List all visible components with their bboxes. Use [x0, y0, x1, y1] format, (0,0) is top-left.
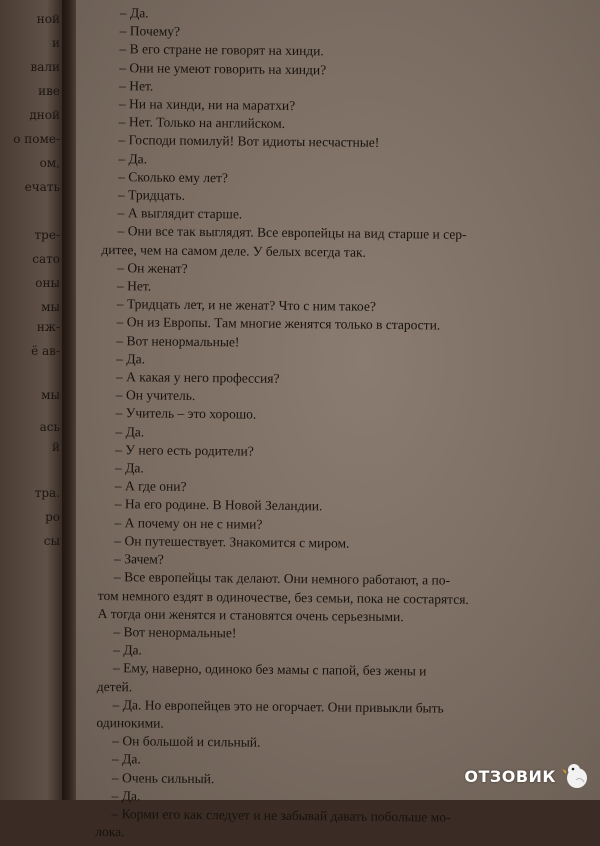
text-line: – Он путешествует. Знакомится с миром.: [114, 533, 350, 551]
text-line: – А какая у него профессия?: [116, 369, 280, 386]
text-line: – А где они?: [114, 478, 187, 495]
text-line: – Тридцать лет, и не женат? Что с ним такое?: [116, 296, 376, 315]
left-page-fragment: ечать: [24, 180, 60, 194]
text-line: – Они все так выглядят. Все европейцы на вид старше и сер-: [117, 223, 467, 243]
left-page-edge: [0, 0, 66, 800]
text-line: – Они не умеют говорить на хинди?: [119, 59, 327, 77]
left-page-fragment: сы: [43, 534, 60, 548]
left-page-fragment: сато: [32, 252, 60, 266]
page-text: [95, 4, 578, 846]
text-line: – Сколько ему лет?: [118, 168, 229, 186]
text-line: – Да.: [112, 751, 141, 767]
text-line: – Он большой и сильный.: [112, 733, 261, 750]
text-line: – Да.: [115, 460, 144, 476]
left-page-fragment: и: [52, 36, 60, 50]
left-page-fragment: й: [52, 440, 60, 454]
text-line: – Да. Но европейцев это не огорчает. Они привыкли быть: [112, 696, 444, 716]
text-line: – Да.: [118, 150, 148, 167]
watermark: [464, 762, 590, 790]
left-page-fragment: нж-: [36, 320, 60, 334]
text-line: – Учитель – это хорошо.: [115, 405, 257, 423]
left-page-fragment: ё ав-: [31, 344, 60, 358]
text-line: – Вот ненормальные!: [116, 332, 240, 350]
left-page-fragment: тра.: [34, 486, 60, 500]
text-line: – А выглядит старше.: [117, 205, 243, 222]
text-line: – А почему он не с ними?: [114, 514, 263, 532]
text-line: – Вот ненормальные!: [113, 624, 237, 641]
text-line: – Да.: [116, 351, 146, 367]
text-line: – Да.: [115, 423, 145, 440]
left-page-fragment: оны: [35, 276, 60, 290]
text-line: – В его стране не говорят на хинди.: [119, 41, 324, 59]
text-line: лока.: [95, 824, 125, 840]
left-page-fragment: ро: [45, 510, 60, 524]
book-gutter: [62, 0, 76, 800]
watermark-text: ОТЗОВИК: [464, 766, 556, 786]
text-line: А тогда они женятся и становятся очень серьезными.: [97, 605, 404, 624]
text-line: – Да.: [119, 5, 149, 21]
text-line: – Нет. Только на английском.: [118, 114, 286, 132]
otzovik-logo-icon: [562, 762, 590, 790]
text-line: – Да.: [111, 787, 141, 804]
text-line: – Корми его как следует и не забывай давать побольше мо-: [111, 806, 451, 825]
text-line: детей.: [96, 678, 133, 694]
text-line: том немного ездят в одиночестве, без семьи, пока не состарятся.: [97, 587, 469, 607]
left-page-fragment: ом,: [39, 156, 60, 170]
text-line: – Очень сильный.: [111, 769, 215, 786]
text-line: – Ему, наверно, одиноко без мамы с папой, без жены и: [112, 660, 427, 679]
left-page-fragment: мы: [41, 300, 60, 314]
left-page-fragment: дной: [29, 108, 60, 122]
text-line: – У него есть родители?: [115, 442, 254, 459]
text-line: – Почему?: [119, 23, 181, 40]
text-line: – Нет.: [116, 278, 152, 294]
text-line: одинокими.: [96, 714, 164, 731]
left-page-fragment: мы: [41, 388, 60, 402]
left-page-fragment: тре-: [34, 228, 60, 242]
text-line: – Он учитель.: [115, 387, 196, 404]
text-line: – Зачем?: [114, 551, 164, 567]
text-line: – Все европейцы так делают. Они немного работают, а по-: [113, 569, 451, 588]
text-line: – Он из Европы. Там многие женятся только в старости.: [116, 314, 441, 333]
left-page-fragment: иве: [38, 84, 60, 98]
text-line: – Нет.: [119, 77, 154, 94]
text-line: – На его родине. В Новой Зеландии.: [114, 496, 323, 514]
text-line: – Тридцать.: [117, 187, 186, 203]
left-page-fragment: вали: [30, 60, 60, 74]
book-page: [76, 0, 600, 840]
text-line: – Да.: [113, 642, 143, 658]
text-line: – Ни на хинди, ни на маратхи?: [118, 96, 296, 114]
left-page-fragment: о поме-: [13, 132, 60, 146]
left-page-fragment: ась: [39, 420, 60, 434]
text-line: дитее, чем на самом деле. У белых всегда так.: [101, 241, 367, 260]
text-line: – Он женат?: [117, 259, 188, 276]
left-page-fragment: ной: [36, 12, 60, 26]
text-line: – Господи помилуй! Вот идиоты несчастные!: [118, 132, 380, 151]
